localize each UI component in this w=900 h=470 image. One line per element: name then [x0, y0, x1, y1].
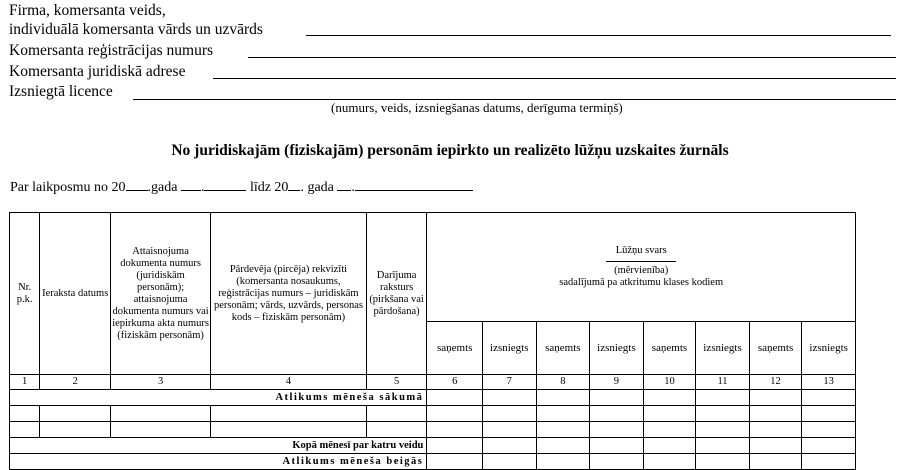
sub-issued: izsniegts — [802, 322, 856, 375]
sub-received: saņemts — [427, 322, 483, 375]
col-header-weight — [427, 213, 856, 322]
col-number: 7 — [482, 375, 536, 390]
col-header-seller: Pārdevēja (pircēja) rekvizīti (komersanta nosaukums, reģistrācijas numurs – juridiskām personām; vārds, uzvārds, personas kods – fiziskām personām) — [211, 213, 367, 375]
weight-title: Lūžņu svars — [615, 245, 667, 256]
year-to-blank[interactable] — [288, 177, 300, 191]
col-header-nr: Nr. p.k. — [10, 213, 40, 375]
col-number: 11 — [696, 375, 750, 390]
col-number: 12 — [749, 375, 802, 390]
sub-issued: izsniegts — [482, 322, 536, 375]
sub-issued: izsniegts — [696, 322, 750, 375]
period-gada1: .gada — [147, 180, 178, 195]
license-label: Izsniegtā licence — [9, 83, 113, 100]
weight-subtitle: sadalījumā pa atkritumu klases kodiem — [559, 277, 724, 288]
col-number: 1 — [10, 375, 40, 390]
reg-number-label: Komersanta reģistrācijas numurs — [9, 42, 214, 59]
sub-received: saņemts — [749, 322, 802, 375]
sub-issued: izsniegts — [590, 322, 644, 375]
col-number: 8 — [536, 375, 590, 390]
legal-address-field-line[interactable] — [213, 78, 896, 79]
col-number: 3 — [111, 375, 211, 390]
period-lidz: līdz 20 — [249, 180, 289, 195]
col-header-date: Ieraksta datums — [40, 213, 111, 375]
col-number: 10 — [643, 375, 696, 390]
year-from-blank[interactable] — [126, 177, 148, 191]
unit-blank-line[interactable] — [606, 257, 676, 262]
col-header-document: Attaisnojuma dokumenta numurs (juridiskām personām); attaisnojuma dokumenta numurs vai iepirkuma akta numurs (fiziskām personām) — [111, 213, 211, 375]
col-number: 13 — [802, 375, 856, 390]
day-to-blank[interactable] — [355, 177, 473, 191]
row-label-month-total: Kopā mēnesī par katru veidu — [10, 438, 427, 454]
table-row — [10, 422, 856, 438]
firm-label-line1: Firma, komersanta veids, — [9, 2, 166, 19]
col-header-transaction: Darījuma raksturs (pirkšana vai pārdošana) — [366, 213, 427, 375]
legal-address-label: Komersanta juridiskā adrese — [9, 63, 186, 80]
col-number: 6 — [427, 375, 483, 390]
row-month-start — [10, 390, 856, 406]
weight-unit: (mērvienība) — [614, 265, 669, 276]
sub-received: saņemts — [536, 322, 590, 375]
row-label-month-end: Atlikums mēneša beigās — [10, 454, 427, 470]
period-gada2: . gada — [300, 180, 334, 195]
col-number: 4 — [211, 375, 367, 390]
col-number: 5 — [366, 375, 427, 390]
reg-number-field-line[interactable] — [248, 57, 896, 58]
row-month-end — [10, 454, 856, 470]
license-hint: (numurs, veids, izsniegšanas datums, derīguma termiņš) — [331, 100, 623, 115]
journal-table — [9, 212, 856, 470]
firm-label-line2: individuālā komersanta vārds un uzvārds — [9, 21, 263, 38]
firm-field-line[interactable] — [306, 35, 891, 36]
row-month-total — [10, 438, 856, 454]
period-dot2: . — [351, 180, 355, 195]
table-row — [10, 406, 856, 422]
sub-received: saņemts — [643, 322, 696, 375]
period-prefix: Par laikposmu no 20 — [10, 180, 126, 195]
day-from-blank[interactable] — [204, 177, 246, 191]
period-dot1: . — [200, 180, 205, 195]
col-number: 2 — [40, 375, 111, 390]
journal-title: No juridiskajām (fiziskajām) personām iepirkto un realizēto lūžņu uzskaites žurnāls — [171, 142, 729, 159]
col-number: 9 — [590, 375, 644, 390]
period-line — [10, 177, 473, 196]
month-to-blank[interactable] — [337, 177, 351, 191]
month-from-blank[interactable] — [181, 177, 201, 191]
row-label-month-start: Atlikums mēneša sākumā — [10, 390, 427, 406]
